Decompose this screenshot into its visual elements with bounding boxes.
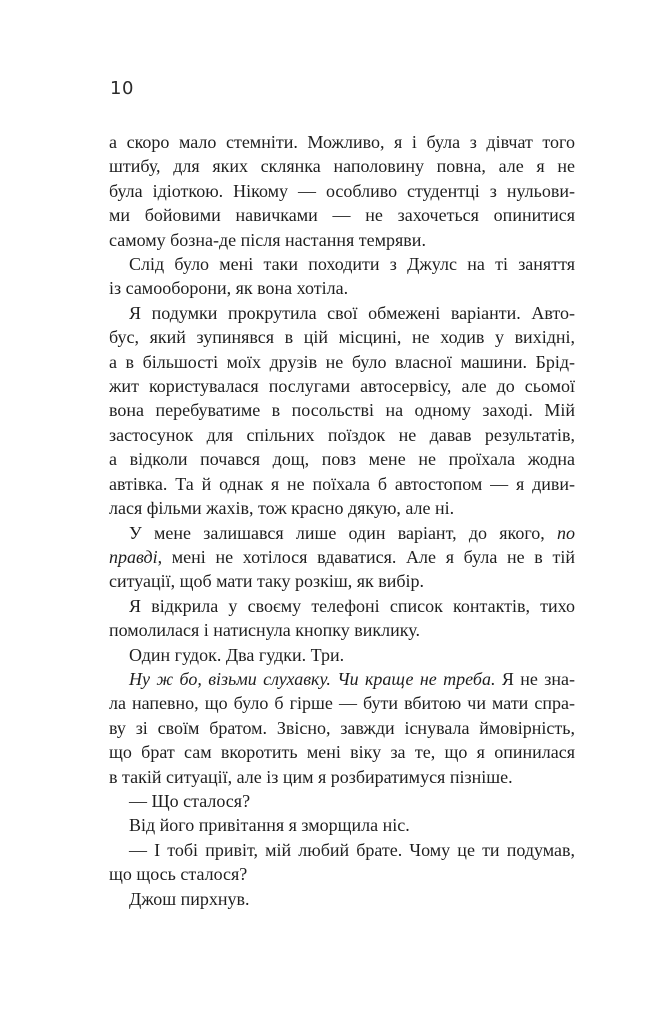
paragraph — [109, 252, 575, 301]
text-line — [109, 862, 575, 886]
paragraph — [109, 838, 575, 887]
text-run: а скоро мало стемніти. Можливо, я і була з дівчат того — [109, 132, 575, 152]
text-line — [109, 691, 575, 715]
text-run: лася фільми жахів, тож красно дякую, але ні. — [109, 498, 455, 519]
paragraph — [109, 667, 575, 789]
text-run: а в більшості моїх друзів не було власної машини. Брід- — [109, 351, 575, 372]
paragraph — [109, 789, 575, 813]
text-run: Джош пирхнув. — [129, 888, 250, 909]
text-run: автівка. Та й однак я не поїхала б автостопом — я диви- — [109, 473, 575, 494]
text-run: Слід було мені таки походити з Джулс на ті заняття — [129, 254, 575, 275]
text-line — [109, 423, 575, 447]
text-line — [109, 594, 575, 618]
text-run: — І тобі привіт, мій любий брате. Чому це ти подумав, — [129, 839, 575, 860]
text-line — [109, 643, 575, 667]
paragraph — [109, 521, 575, 594]
text-line — [109, 350, 575, 374]
text-run: бус, який зупинявся в цій місцині, не ходив у вихідні, — [109, 327, 575, 348]
text-run: ла напевно, що було б гірше — бути вбитою чи мати спра- — [109, 693, 575, 714]
text-run: а відколи почався дощ, повз мене не проїхала жодна — [109, 449, 575, 470]
page-text — [109, 130, 575, 911]
text-line — [109, 252, 575, 276]
text-run: , мені не хотілося вдаватися. Але я була не в тій — [157, 546, 575, 567]
paragraph — [109, 643, 575, 667]
text-run: Я відкрила у своєму телефоні список контактів, тихо — [129, 595, 575, 616]
text-line — [109, 545, 575, 569]
text-line — [109, 276, 575, 300]
text-run: із самооборони, як вона хотіла. — [109, 278, 349, 299]
text-run: Один гудок. Два гудки. Три. — [129, 644, 345, 665]
text-run: Я подумки прокрутила свої обмежені варіанти. Авто- — [129, 302, 575, 323]
text-run: Я не зна- — [495, 668, 575, 689]
text-run: в такій ситуації, але із цим я розбиратимуся пізніше. — [109, 766, 513, 787]
text-line — [109, 398, 575, 422]
text-line — [109, 472, 575, 496]
text-line — [109, 154, 575, 178]
text-run: — Що сталося? — [129, 790, 251, 811]
text-line — [109, 203, 575, 227]
text-run: самому бозна-де після настання темряви. — [109, 229, 426, 250]
text-run: що брат сам вкоротить мені віку за те, що я опинилася — [109, 742, 575, 763]
paragraph — [109, 130, 575, 252]
text-line — [109, 765, 575, 789]
text-run: жит користувалася послугами автосервісу, але до сьомої — [109, 376, 575, 397]
text-run: була ідіоткою. Нікому — особливо студентці з нульови- — [109, 180, 575, 201]
text-line — [109, 374, 575, 398]
text-line — [109, 521, 575, 545]
text-line — [109, 667, 575, 691]
text-line — [109, 789, 575, 813]
text-run: по — [557, 522, 575, 543]
text-line — [109, 740, 575, 764]
page-number: 10 — [110, 78, 134, 99]
text-line — [109, 130, 575, 154]
text-line — [109, 179, 575, 203]
paragraph — [109, 594, 575, 643]
text-line — [109, 838, 575, 862]
text-run: помолилася і натиснула кнопку виклику. — [109, 620, 420, 641]
text-line — [109, 228, 575, 252]
text-line — [109, 716, 575, 740]
text-line — [109, 813, 575, 837]
text-run: що щось сталося? — [109, 864, 248, 885]
text-run: Від його привітання я зморщила ніс. — [129, 815, 410, 836]
text-run: У мене залишався лише один варіант, до якого, — [129, 522, 557, 543]
text-line — [109, 301, 575, 325]
text-line — [109, 496, 575, 520]
text-run: вона перебуватиме в посольстві на одному заході. Мій — [109, 400, 575, 421]
paragraph — [109, 887, 575, 911]
text-run: ситуації, щоб мати таку розкіш, як вибір. — [109, 571, 425, 592]
text-line — [109, 325, 575, 349]
text-line — [109, 569, 575, 593]
text-run: ми бойовими навичками — не захочеться опинитися — [109, 205, 575, 226]
text-run: штибу, для яких склянка наполовину повна, але я не — [109, 156, 575, 177]
paragraph — [109, 301, 575, 521]
text-run: застосунок для спільних поїздок не давав результатів, — [109, 424, 575, 445]
text-run: правді — [109, 546, 158, 567]
text-line — [109, 447, 575, 471]
text-run: ву зі своїм братом. Звісно, завжди існувала ймовірність, — [109, 717, 575, 738]
text-line — [109, 887, 575, 911]
paragraph — [109, 813, 575, 837]
text-line — [109, 618, 575, 642]
text-run: Ну ж бо, візьми слухавку. Чи краще не треба. — [129, 668, 496, 689]
